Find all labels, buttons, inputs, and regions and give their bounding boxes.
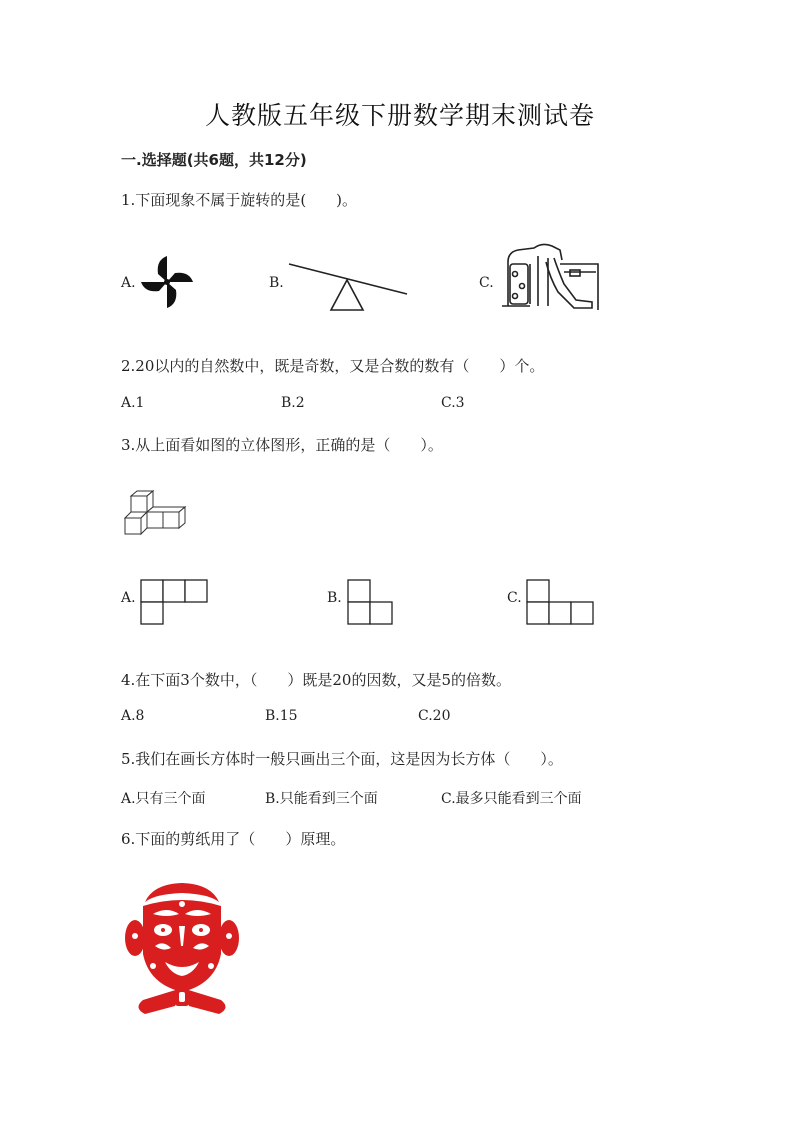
q1-option-a-label: A. [121, 275, 136, 291]
q4-option-b: B.15 [265, 708, 298, 724]
section-heading: 一.选择题(共6题，共12分) [121, 151, 307, 169]
top-view-a [140, 579, 208, 625]
question-5: 5.我们在画长方体时一般只画出三个面，这是因为长方体（ ）。 [121, 750, 563, 768]
playground-slide-icon [500, 240, 604, 312]
top-view-c [526, 579, 594, 625]
question-4: 4.在下面3个数中，（ ）既是20的因数，又是5的倍数。 [121, 671, 511, 689]
q1-option-c-label: C. [479, 275, 494, 291]
q5-option-a: A.只有三个面 [121, 791, 206, 807]
q2-option-a: A.1 [121, 395, 145, 411]
question-2: 2.20以内的自然数中，既是奇数，又是合数的数有（ ）个。 [121, 357, 545, 375]
seesaw-icon [286, 260, 410, 312]
q5-option-b: B.只能看到三个面 [265, 791, 378, 807]
q3-option-c-label: C. [507, 590, 522, 606]
page-title: 人教版五年级下册数学期末测试卷 [204, 101, 595, 130]
q5-option-c: C.最多只能看到三个面 [441, 791, 582, 807]
q4-option-a: A.8 [121, 708, 145, 724]
cube-solid-figure [123, 490, 187, 536]
q2-option-b: B.2 [281, 395, 305, 411]
q3-option-b-label: B. [327, 590, 342, 606]
paper-cut-mask [123, 880, 241, 1016]
top-view-b [347, 579, 393, 625]
pinwheel-icon [138, 254, 196, 310]
question-6: 6.下面的剪纸用了（ ）原理。 [121, 830, 346, 848]
q1-option-b-label: B. [269, 275, 284, 291]
question-1: 1.下面现象不属于旋转的是( )。 [121, 191, 358, 209]
q3-option-a-label: A. [121, 590, 136, 606]
q2-option-c: C.3 [441, 395, 465, 411]
q4-option-c: C.20 [418, 708, 451, 724]
question-3: 3.从上面看如图的立体图形，正确的是（ ）。 [121, 436, 443, 454]
